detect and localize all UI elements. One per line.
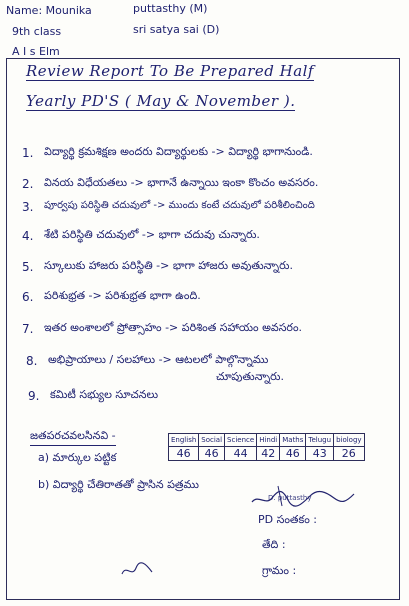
item-2-number: 2. [22, 177, 34, 191]
subject-maths: Maths [280, 434, 306, 447]
item-9-number: 9. [28, 389, 40, 403]
item-5-number: 5. [22, 260, 34, 274]
subject-telugu: Telugu [306, 434, 334, 447]
student-name: Name: Mounika [6, 4, 92, 17]
marks-table-score-row [169, 447, 365, 461]
item-7-text: ఇతర అంశాలలో ప్రోత్సాహం -> పరిశింత సహాయం అవసరం. [44, 321, 303, 334]
item-3-text: పూర్వపు పరిస్థితి చదువులో -> ముందు కంటే చదువులో పరిశీలించింది [44, 200, 315, 211]
village-label: గ్రామం : [262, 564, 297, 577]
pd-signature-text: D. puttasthy [268, 494, 312, 502]
item-1-text: విద్యార్థి క్రమశిక్షణ అందరు విద్యార్థులకు -> విద్యార్థి భాగానుండి. [44, 145, 313, 158]
score-maths: 46 [280, 447, 306, 461]
item-1-number: 1. [22, 146, 34, 160]
item-4-text: శేటి పరిస్థితి చదువులో -> భాగా చదువు చున్నారు. [44, 228, 260, 241]
date-label: తేది : [262, 538, 286, 551]
score-social: 46 [199, 447, 225, 461]
school-name: A I s Elm [12, 45, 60, 58]
title-line-2: Yearly PD'S ( May & November ). [26, 92, 296, 110]
marks-table-header-row [169, 434, 365, 447]
score-telugu: 43 [306, 447, 334, 461]
item-4-number: 4. [22, 229, 34, 243]
subject-biology: biology [334, 434, 364, 447]
item-5-text: స్కూలుకు హాజరు పరిస్థితి -> భాగా హాజరు అవుతున్నారు. [44, 259, 293, 272]
attachment-b: b) విద్యార్థి చేతిరాతతో ప్రాసిన పత్రము [38, 478, 199, 491]
district-name: sri satya sai (D) [133, 23, 220, 36]
subject-hindi: Hindi [257, 434, 280, 447]
subject-science: Science [225, 434, 257, 447]
item-8-continuation: చూపుతున్నారు. [216, 370, 284, 383]
teacher-name: puttasthy (M) [133, 2, 208, 15]
attachment-a: a) మార్కుల పట్టిక [38, 451, 117, 464]
item-7-number: 7. [22, 322, 34, 336]
item-6-text: పరిశుభ్రత -> పరిశుభ్రత భాగా ఉంది. [44, 289, 201, 302]
score-science: 44 [225, 447, 257, 461]
attachments-heading: జతపరచవలసినవి - [30, 429, 116, 446]
item-6-number: 6. [22, 290, 34, 304]
student-class: 9th class [12, 25, 62, 38]
item-3-number: 3. [22, 200, 34, 214]
item-2-text: వినయ విధేయతలు -> భాగానే ఉన్నాయి ఇంకా కొంచం అవసరం. [44, 176, 319, 189]
score-biology: 26 [334, 447, 364, 461]
subject-social: Social [199, 434, 225, 447]
subject-english: English [169, 434, 199, 447]
item-8-number: 8. [26, 354, 38, 368]
marks-table [168, 433, 365, 461]
score-english: 46 [169, 447, 199, 461]
item-9-text: కమిటీ సభ్యుల సూచనలు [50, 388, 159, 401]
item-8-text: అభిప్రాయాలు / సలహాలు -> ఆటలలో పాల్గొన్నాము [48, 353, 269, 366]
score-hindi: 42 [257, 447, 280, 461]
title-line-1: Review Report To Be Prepared Half [26, 62, 314, 80]
pd-signature-label: PD సంతకం : [258, 513, 317, 526]
